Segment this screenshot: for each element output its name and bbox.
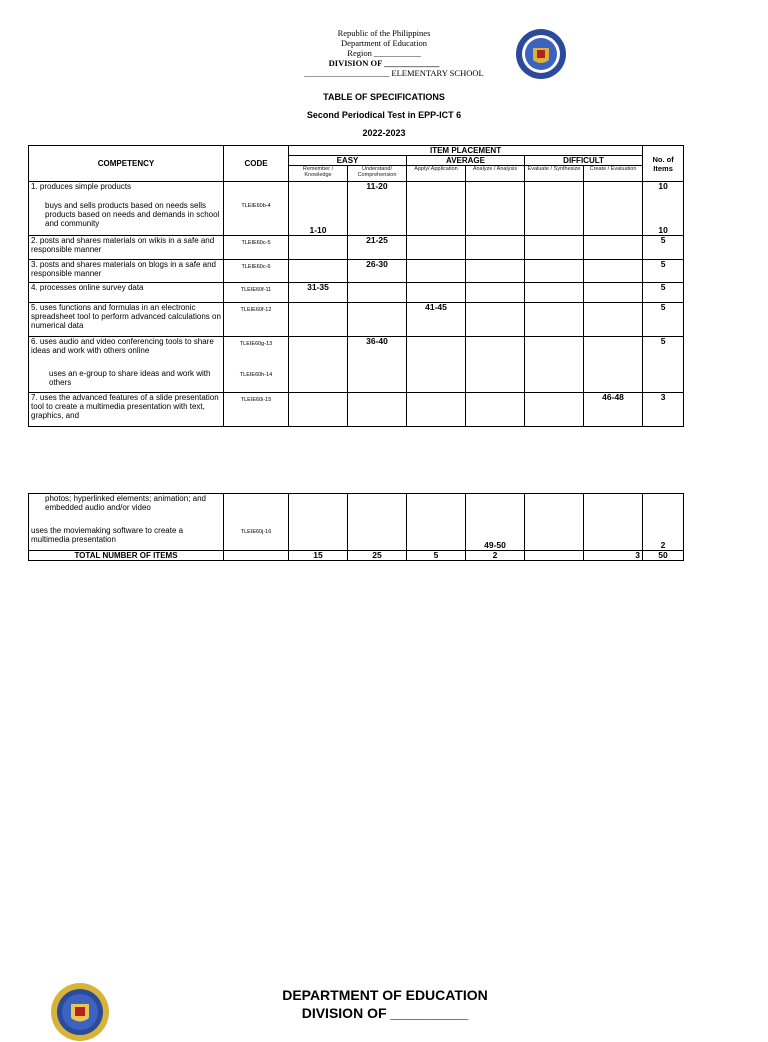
create-cell [584,236,643,260]
evaluate-cell [525,393,584,427]
table-row [29,303,684,337]
competency-subtext: uses an e-group to share ideas and work with others [49,369,211,387]
understand-cell [348,283,407,303]
create-cell [584,283,643,303]
division-line: DIVISION OF _____________ [328,58,440,68]
code-cell [224,551,289,561]
code-cell: TLEIE60c-6 [224,260,289,283]
analyze-cell [466,337,525,393]
code-text: TLEIE60g-13 [239,341,273,347]
create-cell: 46-48 [584,393,643,427]
analyze-cell [466,283,525,303]
evaluate-cell [525,236,584,260]
table-row [29,494,684,551]
analyze-cell [466,182,525,236]
header-apply: Apply/ Application [407,166,466,182]
header-analyze: Analyze / Analysis [466,166,525,182]
understand-cell: 36-40 [348,337,407,393]
letterhead [0,28,768,78]
items-cell: 5 [643,337,684,393]
items-cell [643,182,684,236]
create-cell [584,182,643,236]
understand-cell [348,393,407,427]
understand-cell [348,494,407,551]
competency-text: photos; hyperlinked elements; animation; and embedded audio and/or video [45,494,206,512]
school-line: ____________________ ELEMENTARY SCHOOL [304,68,484,78]
remember-cell [289,393,348,427]
school-year: 2022-2023 [362,128,406,138]
apply-cell [407,494,466,551]
items-cell: 5 [643,260,684,283]
table-row [29,393,684,427]
competency-subtext: uses the moviemaking software to create a multimedia presentation [31,526,184,544]
footer-department: DEPARTMENT OF EDUCATION [282,987,488,1003]
understand-cell: 21-25 [348,236,407,260]
remember-cell [289,337,348,393]
evaluate-cell [525,303,584,337]
apply-cell [407,283,466,303]
items-cell: 3 [643,393,684,427]
code-text-secondary: TLEIE60h-14 [239,372,273,378]
total-label: TOTAL NUMBER OF ITEMS [29,551,224,561]
table-row [29,182,684,236]
analyze-cell [466,303,525,337]
deped-seal-icon [50,982,110,1042]
create-cell [584,260,643,283]
evaluate-cell [525,283,584,303]
remember-cell [289,236,348,260]
code-cell: TLEIE60c-5 [224,236,289,260]
document-title: TABLE OF SPECIFICATIONS [323,92,445,102]
header-understand: Understand/ Comprehension [348,166,407,182]
create-cell [584,303,643,337]
remember-cell [289,303,348,337]
analyze-cell: 49-50 [466,494,525,551]
apply-cell [407,236,466,260]
understand-cell: 26-30 [348,260,407,283]
evaluate-cell [525,260,584,283]
analyze-cell [466,236,525,260]
competency-subtext: buys and sells products based on needs sells products based on needs and demands in school and community [45,201,220,228]
remember-cell [289,260,348,283]
table-row [29,236,684,260]
header-difficult: DIFFICULT [525,156,643,166]
create-cell [584,337,643,393]
competency-cell: 7. uses the advanced features of a slide presentation tool to create a multimedia presentation with text, graphics, and [29,393,224,427]
code-cell: TLEIE60j-16 [224,494,289,551]
total-understand: 25 [348,551,407,561]
apply-cell: 41-45 [407,303,466,337]
remember-cell: 1-10 [289,182,348,236]
competency-text: 6. uses audio and video conferencing tools to share ideas and work with others online [31,337,214,355]
apply-cell [407,260,466,283]
header-item-placement: ITEM PLACEMENT [289,146,643,156]
total-row [29,551,684,561]
competency-cell [29,337,224,393]
items-cell: 2 [643,494,684,551]
code-cell: TLEIE60f-12 [224,303,289,337]
apply-cell [407,337,466,393]
code-cell: TLEIE60b-4 [224,182,289,236]
code-cell [224,337,289,393]
competency-cell: 3. posts and shares materials on blogs in a safe and responsible manner [29,260,224,283]
competency-cell: 5. uses functions and formulas in an electronic spreadsheet tool to perform advanced calculations on numerical data [29,303,224,337]
header-remember: Remember / Knowledge [289,166,348,182]
specifications-table-continued [28,493,684,561]
competency-cell: 2. posts and shares materials on wikis in a safe and responsible manner [29,236,224,260]
total-items: 50 [643,551,684,561]
understand-cell: 11-20 [348,182,407,236]
title-block [0,90,768,144]
footer-division: DIVISION OF __________ [301,1005,469,1021]
items-value: 10 [658,225,668,235]
document-subtitle: Second Periodical Test in EPP-ICT 6 [306,110,462,120]
items-cell: 5 [643,303,684,337]
header-code: CODE [224,146,289,182]
header-average: AVERAGE [407,156,525,166]
items-cell: 5 [643,283,684,303]
total-remember: 15 [289,551,348,561]
code-cell: TLEIE60f-11 [224,283,289,303]
evaluate-cell [525,337,584,393]
evaluate-cell [525,494,584,551]
competency-cell [29,494,224,551]
competency-cell: 4. processes online survey data [29,283,224,303]
header-no-of-items: No. of Items [643,146,684,182]
competency-cell [29,182,224,236]
apply-cell [407,393,466,427]
analyze-cell [466,393,525,427]
competency-text: 1. produces simple products [31,182,132,191]
header-evaluate: Evaluate / Synthesize [525,166,584,182]
deped-seal-icon [515,28,567,80]
department-line: Department of Education [341,38,427,48]
footer-heading [270,986,500,1022]
table-row [29,337,684,393]
remember-cell [289,494,348,551]
analyze-cell [466,260,525,283]
table-row [29,283,684,303]
evaluate-cell [525,182,584,236]
remember-cell: 31-35 [289,283,348,303]
items-cell: 5 [643,236,684,260]
apply-cell [407,182,466,236]
table-row [29,260,684,283]
specifications-table [28,145,684,427]
header-competency: COMPETENCY [29,146,224,182]
republic-line: Republic of the Philippines [337,28,431,38]
total-analyze: 2 [466,551,525,561]
total-create: 3 [584,551,643,561]
understand-cell [348,303,407,337]
items-top-value: 10 [658,181,668,191]
total-evaluate [525,551,584,561]
total-apply: 5 [407,551,466,561]
header-easy: EASY [289,156,407,166]
code-cell: TLEIE60i-15 [224,393,289,427]
create-cell [584,494,643,551]
region-line: Region ___________ [347,48,421,58]
header-create: Create / Evaluation [584,166,643,182]
